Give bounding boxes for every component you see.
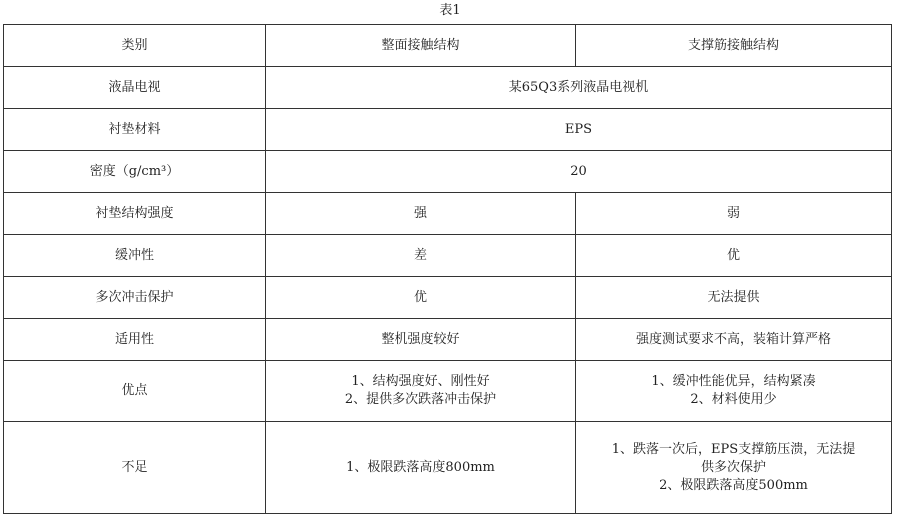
table-row [4,67,892,109]
row-label-density: 密度（g/cm³） [4,151,266,193]
row-label-advantages: 优点 [4,361,266,422]
comparison-table [3,24,892,514]
shortcomings-rib-line-2: 供多次保护 [700,459,766,475]
multi-impact-full-contact: 优 [266,277,576,319]
header-category: 类别 [4,25,266,67]
table-header-row [4,25,892,67]
header-rib-contact: 支撑筋接触结构 [576,25,892,67]
table-row [4,193,892,235]
applicability-rib-contact: 强度测试要求不高，装箱计算严格 [576,319,892,361]
shortcomings-rib-line-3: 2、极限跌落高度500mm [659,477,808,493]
multi-impact-rib-contact: 无法提供 [576,277,892,319]
shortcomings-rib-contact [576,422,892,514]
row-label-tv: 液晶电视 [4,67,266,109]
table-row [4,422,892,514]
table-row [4,319,892,361]
advantages-full-contact [266,361,576,422]
row-label-shortcomings: 不足 [4,422,266,514]
material-cell: EPS [266,109,892,151]
row-label-applicability: 适用性 [4,319,266,361]
tv-model-cell: 某65Q3系列液晶电视机 [266,67,892,109]
table-row [4,277,892,319]
shortcomings-full-line-1: 1、极限跌落高度800mm [346,459,495,475]
table-row [4,235,892,277]
row-label-material: 衬垫材料 [4,109,266,151]
density-cell: 20 [266,151,892,193]
row-label-cushion: 缓冲性 [4,235,266,277]
strength-rib-contact: 弱 [576,193,892,235]
table-row [4,109,892,151]
row-label-strength: 衬垫结构强度 [4,193,266,235]
cushion-full-contact: 差 [266,235,576,277]
advantages-rib-line-1: 1、缓冲性能优异，结构紧凑 [651,374,816,389]
table-caption: 表1 [439,3,461,18]
strength-full-contact: 强 [266,193,576,235]
advantages-rib-contact [576,361,892,422]
advantages-full-line-1: 1、结构强度好、刚性好 [351,374,490,389]
table-row [4,361,892,422]
table-row [4,151,892,193]
row-label-multi-impact: 多次冲击保护 [4,277,266,319]
header-full-contact: 整面接触结构 [266,25,576,67]
shortcomings-full-contact [266,422,576,514]
applicability-full-contact: 整机强度较好 [266,319,576,361]
cushion-rib-contact: 优 [576,235,892,277]
advantages-rib-line-2: 2、材料使用少 [690,392,777,407]
shortcomings-rib-line-1: 1、跌落一次后，EPS支撑筋压溃，无法提 [611,441,856,457]
advantages-full-line-2: 2、提供多次跌落冲击保护 [344,392,497,407]
